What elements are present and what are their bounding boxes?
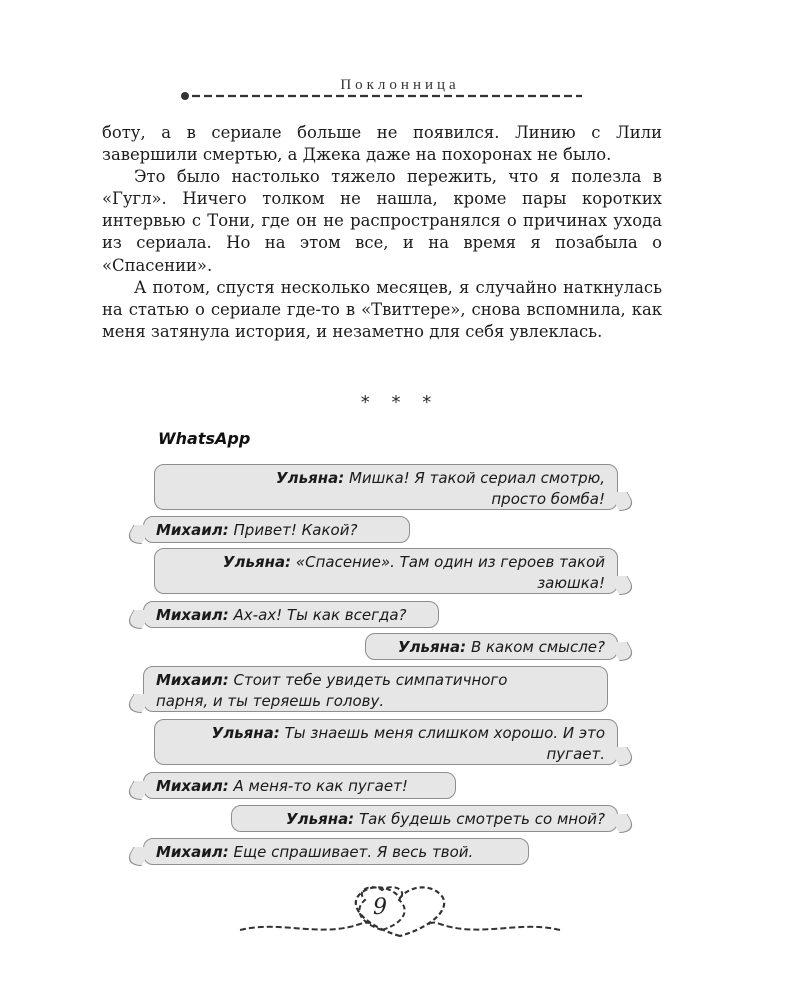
message-text: просто бомба! <box>491 490 605 508</box>
message-sender: Ульяна: <box>398 638 467 656</box>
chat-message-ulyana <box>154 464 618 510</box>
message-sender: Михаил: <box>156 606 229 624</box>
message-sender: Михаил: <box>156 521 229 539</box>
header-dashed-rule <box>180 90 585 102</box>
section-separator: * * * <box>360 392 440 413</box>
message-text: А меня-то как пугает! <box>233 777 408 795</box>
chat-message-ulyana <box>154 719 618 765</box>
message-sender: Михаил: <box>156 671 229 689</box>
message-text: В каком смысле? <box>470 638 605 656</box>
message-sender: Ульяна: <box>222 553 292 571</box>
chat-app-name: WhatsApp <box>158 429 251 448</box>
message-text: Ты знаешь меня слишком хорошо. И это <box>284 724 605 742</box>
footer-heart-ornament <box>235 880 565 940</box>
chat-message-mikhail <box>143 516 410 543</box>
body-text <box>102 122 662 343</box>
message-text: Мишка! Я такой сериал смотрю, <box>348 469 605 487</box>
message-text: Ах-ах! Ты как всегда? <box>233 606 407 624</box>
chat-message-mikhail <box>143 772 456 799</box>
paragraph: боту, а в сериале больше не появился. Линию с Лили завершили смертью, а Джека даже на похоронах не было. <box>102 123 662 165</box>
message-text: «Спасение». Там один из героев такой <box>295 553 605 571</box>
message-text: заюшка! <box>537 574 605 592</box>
chat-message-mikhail <box>143 838 529 865</box>
running-title: Поклонница <box>340 77 460 93</box>
message-sender: Ульяна: <box>276 469 345 487</box>
message-text: парня, и ты теряешь голову. <box>156 692 385 710</box>
page-number: 9 <box>373 895 387 920</box>
paragraph: Это было настолько тяжело пережить, что я полезла в «Гугл». Ничего толком не нашла, кроме пары коротких интервью с Тони, где он не распространялся о причинах ухода из сериала. Но на этом все, и на время я позабыла о «Спасении». <box>102 167 662 275</box>
message-text: Так будешь смотреть со мной? <box>358 810 605 828</box>
message-sender: Михаил: <box>156 843 229 861</box>
paragraph: А потом, спустя несколько месяцев, я случайно наткнулась на статью о сериале где-то в «Твиттере», снова вспомнила, как меня затянула история, и незаметно для себя увлеклась. <box>102 277 662 341</box>
chat-message-ulyana <box>154 548 618 594</box>
message-text: Еще спрашивает. Я весь твой. <box>233 843 474 861</box>
message-text: Привет! Какой? <box>233 521 358 539</box>
chat-message-mikhail <box>143 666 608 712</box>
message-sender: Ульяна: <box>211 724 280 742</box>
message-text: пугает. <box>546 745 605 763</box>
message-text: Стоит тебе увидеть симпатичного <box>233 671 508 689</box>
message-sender: Михаил: <box>156 777 229 795</box>
chat-message-mikhail <box>143 601 439 628</box>
message-sender: Ульяна: <box>286 810 355 828</box>
chat-message-ulyana <box>365 633 618 660</box>
chat-message-ulyana <box>231 805 618 832</box>
